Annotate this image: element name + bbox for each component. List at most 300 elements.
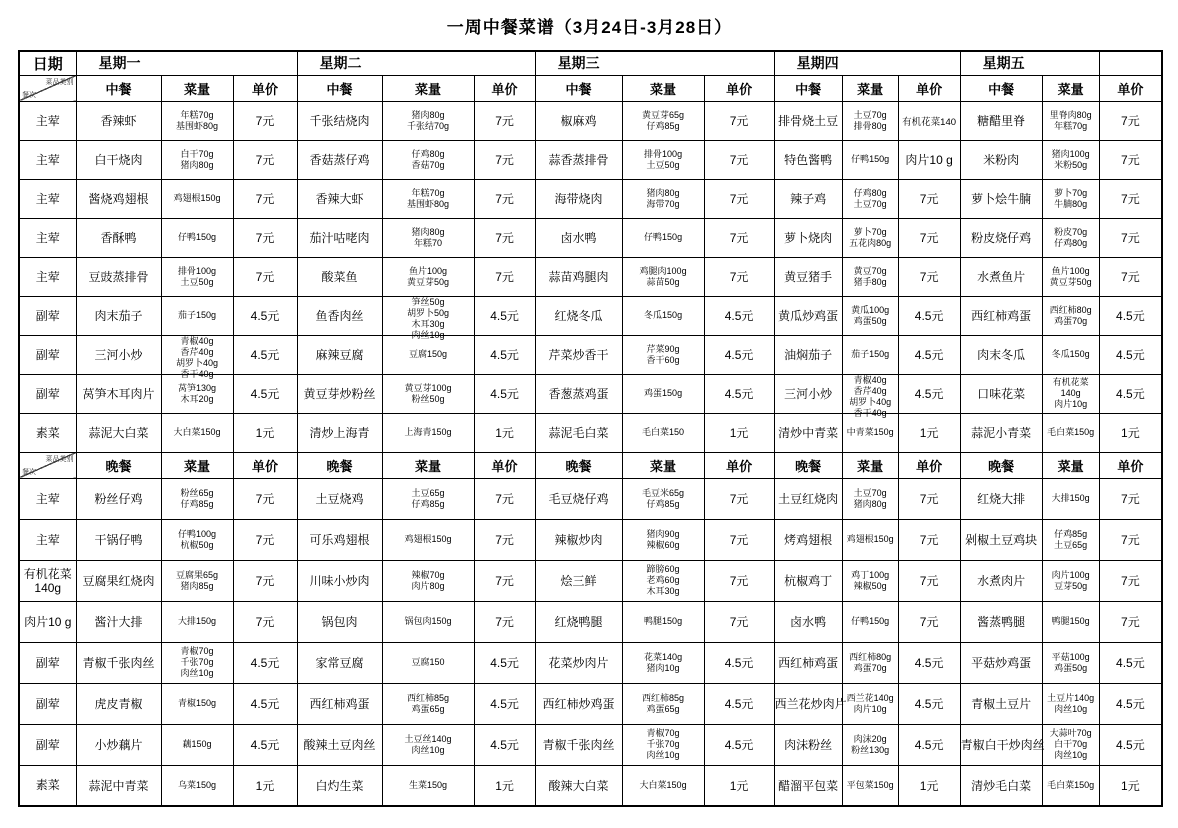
qty-line: 鸡翅根150g	[404, 534, 452, 544]
qty-line: 鸡翅根150g	[846, 534, 894, 544]
meal-label-cell: 晚餐	[960, 452, 1042, 478]
price-cell: 4.5元	[1099, 335, 1162, 374]
qty-line: 中青菜150g	[846, 427, 894, 437]
dish-name-cell: 西红柿鸡蛋	[960, 296, 1042, 335]
dish-name-cell: 虎皮青椒	[76, 683, 161, 724]
price-cell: 4.5元	[704, 374, 774, 413]
qty-line: 冬瓜150g	[644, 310, 683, 320]
qty-line: 杭椒50g	[180, 539, 214, 550]
qty-cell	[161, 519, 233, 560]
qty-cell	[842, 601, 898, 642]
qty-cell	[842, 724, 898, 765]
qty-cell	[382, 101, 474, 140]
category-cell: 素菜	[19, 413, 76, 452]
dish-name-cell: 西兰花炒肉片	[774, 683, 842, 724]
price-cell: 7元	[1099, 601, 1162, 642]
price-cell: 7元	[1099, 560, 1162, 601]
category-cell: 副荤	[19, 724, 76, 765]
qty-line: 肉丝10g	[646, 750, 680, 760]
qty-line: 年糕70g	[180, 109, 214, 120]
qty-line: 排骨100g	[177, 265, 217, 276]
qty-label-cell: 菜量	[622, 75, 704, 101]
qty-line: 肉丝10g	[180, 668, 214, 678]
dish-name-cell: 香菇蒸仔鸡	[297, 140, 382, 179]
qty-line: 鸡蛋50g	[853, 315, 887, 326]
dish-name-cell: 小炒藕片	[76, 724, 161, 765]
price-cell: 1元	[1099, 765, 1162, 806]
qty-line: 青椒70g	[646, 728, 680, 738]
price-cell: 7元	[233, 179, 297, 218]
price-cell: 4.5元	[474, 374, 535, 413]
dish-name-cell: 肉沫粉丝	[774, 724, 842, 765]
qty-cell	[161, 296, 233, 335]
price-cell: 7元	[704, 560, 774, 601]
price-cell: 7元	[1099, 140, 1162, 179]
qty-line: 大蒜叶70g	[1049, 728, 1092, 738]
qty-line: 西红柿85g	[642, 692, 685, 703]
meal-label-cell: 晚餐	[535, 452, 622, 478]
dish-name-cell: 黄瓜炒鸡蛋	[774, 296, 842, 335]
qty-line: 上海青150g	[404, 427, 452, 437]
price-cell: 7元	[898, 218, 960, 257]
qty-cell	[622, 601, 704, 642]
qty-line: 毛白菜150g	[1047, 779, 1095, 790]
dish-name-cell: 清炒中青菜	[774, 413, 842, 452]
dish-name-cell: 烤鸡翅根	[774, 519, 842, 560]
qty-line: 仔鸭150g	[851, 616, 890, 626]
qty-cell	[161, 179, 233, 218]
qty-line: 西红柿80g	[1049, 304, 1092, 315]
day-header-cell: 星期二	[297, 51, 535, 75]
price-cell: 7元	[233, 218, 297, 257]
menu-row	[19, 519, 1162, 560]
dish-name-cell: 川味小炒肉	[297, 560, 382, 601]
qty-cell	[1042, 642, 1099, 683]
price-cell: 7元	[704, 179, 774, 218]
price-cell: 7元	[233, 519, 297, 560]
price-cell: 7元	[474, 560, 535, 601]
qty-line: 海带70g	[646, 198, 680, 209]
dish-name-cell: 鱼香肉丝	[297, 296, 382, 335]
category-cell: 主荤	[19, 179, 76, 218]
meal-label-cell: 中餐	[960, 75, 1042, 101]
dish-name-cell: 酸辣大白菜	[535, 765, 622, 806]
diagonal-top-label: 菜品类别	[45, 78, 74, 86]
qty-cell	[382, 413, 474, 452]
menu-row	[19, 601, 1162, 642]
qty-label-cell: 菜量	[161, 452, 233, 478]
price-cell: 4.5元	[704, 724, 774, 765]
dish-name-cell: 肉末冬瓜	[960, 335, 1042, 374]
qty-line: 仔鸡80g	[411, 148, 445, 159]
menu-row	[19, 560, 1162, 601]
qty-line: 木耳20g	[180, 393, 214, 404]
qty-line: 花菜140g	[644, 651, 683, 662]
qty-line: 锅包肉150g	[404, 616, 452, 626]
qty-cell	[382, 374, 474, 413]
qty-line: 土豆65g	[1054, 539, 1088, 550]
qty-cell	[1042, 601, 1099, 642]
qty-line: 萝卜70g	[1054, 187, 1088, 198]
qty-cell	[842, 179, 898, 218]
dish-name-cell: 肉末茄子	[76, 296, 161, 335]
qty-line: 猪肉90g	[646, 528, 680, 539]
qty-line: 鸡翅根150g	[173, 193, 221, 203]
price-cell: 4.5元	[1099, 642, 1162, 683]
qty-cell	[161, 601, 233, 642]
price-cell: 7元	[474, 101, 535, 140]
qty-cell	[161, 335, 233, 379]
price-cell: 7元	[233, 257, 297, 296]
price-cell: 4.5元	[1099, 296, 1162, 335]
dish-name-cell: 土豆红烧肉	[774, 478, 842, 519]
qty-line: 乌菜150g	[177, 779, 217, 790]
qty-cell	[842, 374, 898, 418]
qty-cell	[842, 765, 898, 806]
price-label-cell: 单价	[1099, 452, 1162, 478]
qty-line: 胡罗卜40g	[175, 358, 219, 368]
qty-line: 米粉50g	[1054, 159, 1088, 170]
price-cell: 7元	[898, 478, 960, 519]
menu-row	[19, 765, 1162, 806]
qty-cell	[382, 140, 474, 179]
qty-line: 有机花菜	[1052, 377, 1089, 387]
qty-line: 土豆65g	[411, 487, 445, 498]
price-label-cell: 单价	[233, 452, 297, 478]
qty-line: 140g	[1060, 388, 1081, 398]
menu-row	[19, 683, 1162, 724]
dish-name-cell: 水煮肉片	[960, 560, 1042, 601]
qty-line: 平包菜150g	[846, 779, 894, 790]
qty-line: 粉丝50g	[411, 393, 445, 404]
price-cell: 1元	[704, 765, 774, 806]
qty-line: 排骨80g	[853, 120, 887, 131]
qty-line: 土豆50g	[646, 159, 680, 170]
price-cell: 4.5元	[898, 374, 960, 413]
price-cell: 4.5元	[474, 335, 535, 374]
price-cell: 7元	[704, 218, 774, 257]
qty-line: 肉片10g	[1054, 399, 1088, 409]
price-cell: 7元	[233, 560, 297, 601]
qty-cell	[842, 560, 898, 601]
qty-line: 鸡蛋70g	[853, 662, 887, 673]
qty-cell	[842, 478, 898, 519]
qty-line: 毛豆米65g	[642, 487, 685, 498]
qty-cell	[382, 724, 474, 765]
qty-cell	[161, 478, 233, 519]
dish-name-cell: 蒜泥中青菜	[76, 765, 161, 806]
qty-cell	[1042, 519, 1099, 560]
empty-corner-cell	[1099, 51, 1162, 75]
qty-line: 千张70g	[180, 657, 214, 667]
price-cell: 4.5元	[474, 296, 535, 335]
qty-line: 仔鸡80g	[853, 187, 887, 198]
qty-line: 千张70g	[646, 739, 680, 749]
diagonal-bottom-label: 餐次	[22, 91, 36, 99]
menu-row	[19, 335, 1162, 374]
price-label-cell: 单价	[898, 75, 960, 101]
qty-line: 仔鸡85g	[646, 120, 680, 131]
dish-name-cell: 青椒千张肉丝	[76, 642, 161, 683]
dish-name-cell: 蒜泥毛白菜	[535, 413, 622, 452]
qty-cell	[842, 257, 898, 296]
qty-cell	[622, 765, 704, 806]
dish-name-cell: 蒜泥大白菜	[76, 413, 161, 452]
qty-cell	[382, 560, 474, 601]
dish-name-cell: 青椒白干炒肉丝	[960, 724, 1042, 765]
price-cell: 4.5元	[898, 683, 960, 724]
qty-line: 黄豆芽65g	[642, 109, 685, 120]
dish-name-cell: 芹菜炒香干	[535, 335, 622, 374]
category-cell: 主荤	[19, 478, 76, 519]
dish-name-cell: 青椒千张肉丝	[535, 724, 622, 765]
price-label-cell: 单价	[898, 452, 960, 478]
dish-name-cell: 酸菜鱼	[297, 257, 382, 296]
dish-name-cell: 杭椒鸡丁	[774, 560, 842, 601]
qty-cell	[382, 218, 474, 257]
dish-name-cell: 家常豆腐	[297, 642, 382, 683]
qty-line: 鸡丁100g	[851, 569, 890, 580]
qty-cell	[622, 257, 704, 296]
qty-line: 土豆70g	[853, 109, 887, 120]
menu-row	[19, 101, 1162, 140]
qty-cell	[1042, 413, 1099, 452]
qty-cell	[382, 257, 474, 296]
qty-line: 青椒40g	[180, 336, 214, 346]
qty-line: 青椒40g	[853, 375, 887, 385]
qty-cell	[842, 642, 898, 683]
qty-line: 毛白菜150g	[1047, 427, 1095, 437]
qty-cell	[161, 560, 233, 601]
qty-line: 黄豆芽100g	[404, 382, 452, 393]
menu-row	[19, 257, 1162, 296]
qty-cell	[622, 140, 704, 179]
qty-cell	[1042, 257, 1099, 296]
qty-line: 木耳30g	[646, 586, 680, 596]
dish-name-cell: 白灼生菜	[297, 765, 382, 806]
dish-name-cell: 卤水鸭	[535, 218, 622, 257]
dish-name-cell: 黄豆猪手	[774, 257, 842, 296]
qty-line: 猪肉80g	[180, 159, 214, 170]
qty-cell	[1042, 724, 1099, 765]
price-label-cell: 单价	[233, 75, 297, 101]
qty-line: 辣椒70g	[411, 569, 445, 580]
qty-cell	[382, 683, 474, 724]
qty-cell	[622, 218, 704, 257]
dish-name-cell: 酱烧鸡翅根	[76, 179, 161, 218]
dish-name-cell: 黄豆芽炒粉丝	[297, 374, 382, 413]
price-cell: 1元	[474, 413, 535, 452]
qty-line: 鱼片100g	[409, 265, 448, 276]
qty-line: 鸡蛋65g	[646, 703, 680, 714]
qty-cell	[382, 179, 474, 218]
dish-name-cell: 辣子鸡	[774, 179, 842, 218]
qty-line: 猪肉100g	[1051, 148, 1090, 159]
menu-row	[19, 179, 1162, 218]
qty-line: 土豆50g	[180, 276, 214, 287]
qty-cell	[622, 413, 704, 452]
qty-label-cell: 菜量	[382, 452, 474, 478]
price-cell: 7元	[474, 478, 535, 519]
qty-line: 胡罗卜50g	[407, 308, 450, 318]
qty-cell	[1042, 374, 1099, 413]
qty-line: 粉皮70g	[1054, 226, 1088, 237]
price-cell: 7元	[704, 140, 774, 179]
dish-name-cell: 烩三鲜	[535, 560, 622, 601]
dish-name-cell: 粉皮烧仔鸡	[960, 218, 1042, 257]
price-cell: 4.5元	[704, 683, 774, 724]
qty-line: 香芹40g	[853, 386, 887, 396]
price-cell: 7元	[474, 601, 535, 642]
menu-row	[19, 724, 1162, 765]
category-cell: 有机花菜140g	[19, 560, 76, 601]
price-cell: 7元	[233, 601, 297, 642]
qty-cell	[842, 683, 898, 724]
menu-row	[19, 478, 1162, 519]
qty-cell	[161, 765, 233, 806]
qty-label-cell: 菜量	[622, 452, 704, 478]
dish-name-cell: 酱汁大排	[76, 601, 161, 642]
qty-line: 千张结70g	[407, 120, 450, 131]
qty-line: 粉丝130g	[851, 744, 890, 755]
dish-name-cell: 清炒毛白菜	[960, 765, 1042, 806]
qty-line: 仔鸭150g	[644, 232, 683, 242]
qty-line: 基围虾80g	[407, 198, 450, 209]
meal-label-cell: 中餐	[297, 75, 382, 101]
price-cell: 1元	[898, 765, 960, 806]
day-header-cell: 星期四	[774, 51, 960, 75]
dish-name-cell: 椒麻鸡	[535, 101, 622, 140]
price-cell: 7元	[704, 257, 774, 296]
diagonal-top-label: 菜品类别	[45, 455, 74, 463]
dish-name-cell: 可乐鸡翅根	[297, 519, 382, 560]
qty-cell	[1042, 101, 1099, 140]
category-cell: 副荤	[19, 374, 76, 413]
qty-line: 香干60g	[646, 354, 680, 365]
qty-cell	[1042, 335, 1099, 374]
price-cell: 7元	[474, 179, 535, 218]
qty-line: 青椒70g	[180, 646, 214, 656]
dish-name-cell: 花菜炒肉片	[535, 642, 622, 683]
price-cell: 7元	[474, 257, 535, 296]
qty-line: 鸡蛋65g	[411, 703, 445, 714]
dish-name-cell: 蒜泥小青菜	[960, 413, 1042, 452]
qty-line: 年糕70g	[1054, 120, 1088, 131]
qty-cell	[161, 140, 233, 179]
price-cell: 4.5元	[233, 335, 297, 374]
qty-line: 年糕70g	[411, 187, 445, 198]
qty-line: 大排150g	[1051, 493, 1090, 503]
qty-line: 仔鸡85g	[411, 498, 445, 509]
qty-line: 胡罗卜40g	[849, 397, 892, 407]
meal-label-cell: 中餐	[535, 75, 622, 101]
qty-line: 排骨100g	[644, 148, 683, 159]
category-cell: 主荤	[19, 519, 76, 560]
qty-line: 鸡腿肉100g	[639, 265, 687, 276]
qty-line: 大白菜150g	[639, 779, 687, 790]
qty-cell	[1042, 560, 1099, 601]
dish-name-cell: 清炒上海青	[297, 413, 382, 452]
qty-line: 白干70g	[180, 148, 214, 159]
dish-name-cell: 香辣虾	[76, 101, 161, 140]
dish-name-cell: 三河小炒	[774, 374, 842, 413]
meal-label-cell: 中餐	[774, 75, 842, 101]
category-cell: 副荤	[19, 642, 76, 683]
price-cell: 4.5元	[898, 296, 960, 335]
dish-name-cell: 干锅仔鸭	[76, 519, 161, 560]
price-cell: 7元	[1099, 101, 1162, 140]
price-cell: 4.5元	[898, 724, 960, 765]
qty-line: 牛腩80g	[1054, 198, 1088, 209]
qty-cell	[1042, 765, 1099, 806]
date-label-cell: 日期	[19, 51, 76, 75]
qty-label-cell: 菜量	[842, 452, 898, 478]
qty-line: 豆腐果65g	[175, 569, 219, 580]
price-cell: 7元	[704, 101, 774, 140]
qty-label-cell: 菜量	[1042, 452, 1099, 478]
price-cell: 7元	[898, 519, 960, 560]
qty-cell	[382, 765, 474, 806]
price-cell: 4.5元	[1099, 374, 1162, 413]
price-cell: 7元	[704, 478, 774, 519]
qty-line: 平菇100g	[1051, 651, 1090, 662]
qty-line: 仔鸡85g	[646, 498, 680, 509]
qty-line: 鸡蛋50g	[1054, 662, 1088, 673]
dish-name-cell: 糖醋里脊	[960, 101, 1042, 140]
price-cell: 7元	[704, 519, 774, 560]
qty-line: 黄豆70g	[853, 265, 887, 276]
price-cell: 7元	[474, 519, 535, 560]
qty-line: 老鸡60g	[646, 575, 680, 585]
menu-row	[19, 140, 1162, 179]
qty-cell	[382, 642, 474, 683]
dish-name-cell: 水煮鱼片	[960, 257, 1042, 296]
qty-label-cell: 菜量	[842, 75, 898, 101]
qty-line: 猪肉85g	[180, 580, 214, 591]
qty-line: 藕150g	[182, 739, 212, 749]
qty-line: 猪肉80g	[853, 498, 887, 509]
qty-line: 萝卜70g	[853, 226, 887, 237]
qty-cell	[622, 683, 704, 724]
qty-cell	[1042, 478, 1099, 519]
day-header-cell: 星期一	[76, 51, 297, 75]
price-label-cell: 单价	[1099, 75, 1162, 101]
qty-line: 鸡蛋150g	[644, 388, 683, 398]
qty-line: 豆腐150	[411, 657, 445, 667]
qty-line: 肉丝10g	[1054, 750, 1088, 760]
qty-line: 肉丝10g	[411, 330, 445, 340]
price-cell: 7元	[898, 257, 960, 296]
qty-line: 肉片100g	[1051, 569, 1090, 580]
price-cell: 7元	[474, 218, 535, 257]
price-cell: 1元	[233, 765, 297, 806]
qty-line: 豆芽50g	[1054, 580, 1088, 591]
qty-line: 鱼片100g	[1051, 265, 1090, 276]
qty-line: 基围虾80g	[175, 120, 219, 131]
category-cell: 副荤	[19, 296, 76, 335]
price-cell: 1元	[474, 765, 535, 806]
menu-row	[19, 296, 1162, 335]
qty-line: 辣椒60g	[646, 539, 680, 550]
qty-line: 仔鸭150g	[851, 154, 890, 164]
price-cell: 4.5元	[704, 296, 774, 335]
dish-name-cell: 茄汁咕咾肉	[297, 218, 382, 257]
dish-name-cell: 萝卜烩牛腩	[960, 179, 1042, 218]
category-cell: 素菜	[19, 765, 76, 806]
dish-name-cell: 酱蒸鸭腿	[960, 601, 1042, 642]
qty-line: 年糕70	[414, 237, 443, 248]
page-title: 一周中餐菜谱（3月24日-3月28日）	[446, 18, 733, 37]
